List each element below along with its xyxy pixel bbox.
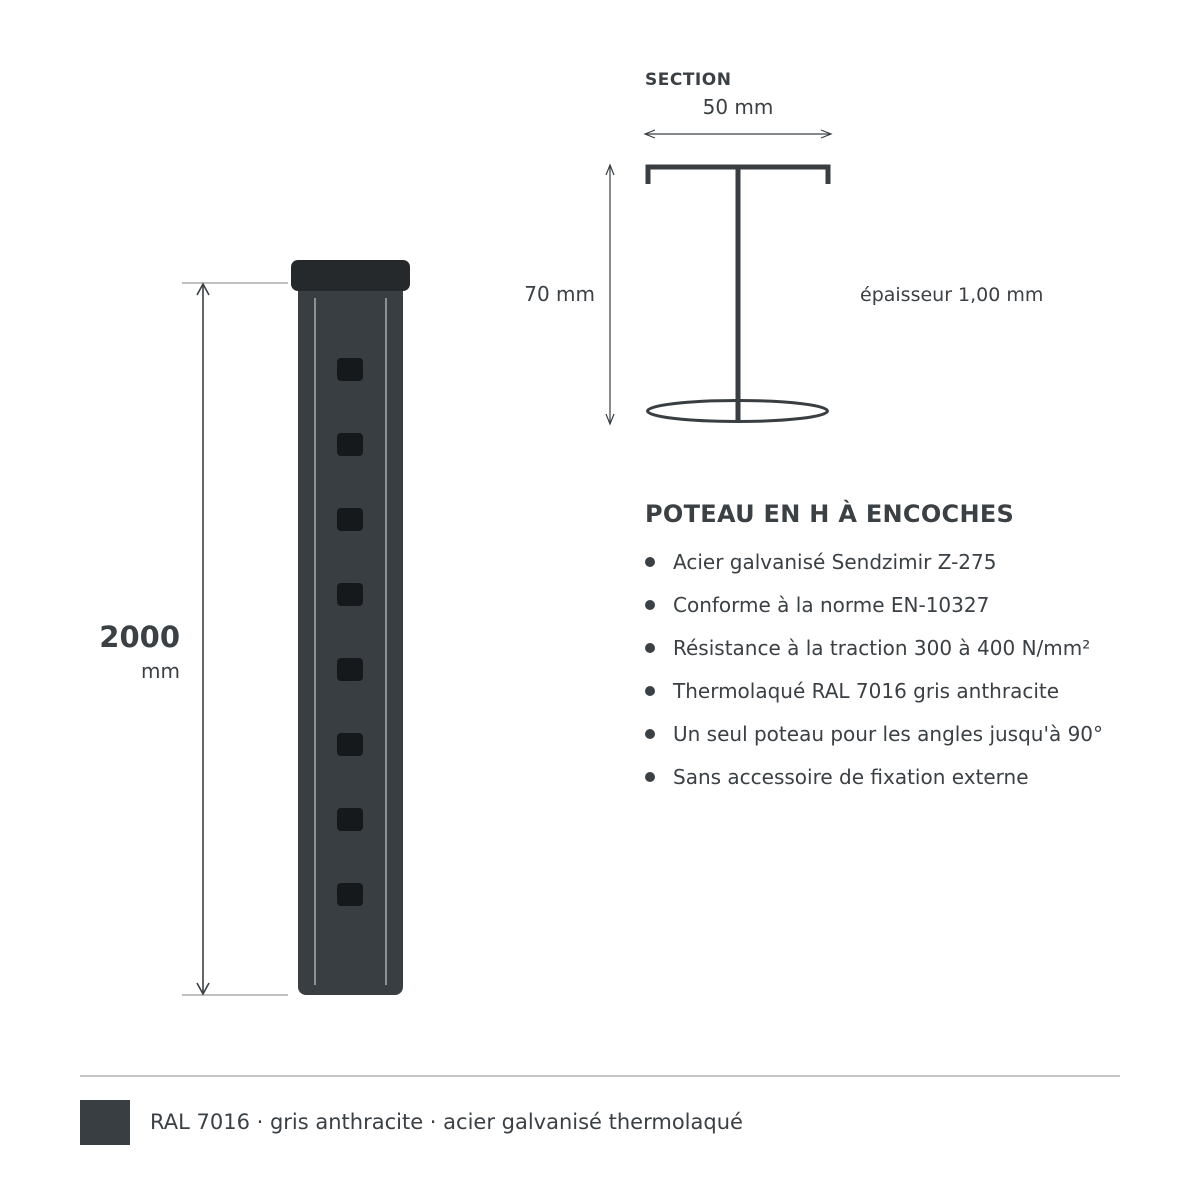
section-height-label: 70 mm: [524, 282, 595, 306]
section-width-label: 50 mm: [702, 95, 774, 119]
color-swatch: [80, 1100, 130, 1145]
h-profile-section: [648, 167, 829, 422]
feature-text: Sans accessoire de fixation externe: [673, 765, 1029, 789]
post-notch: [337, 883, 363, 906]
features-list: [645, 550, 1185, 808]
section-width-dimension-arrow: [645, 130, 831, 138]
feature-text: Thermolaqué RAL 7016 gris anthracite: [673, 679, 1060, 703]
features-title: POTEAU EN H À ENCOCHES: [645, 500, 1015, 528]
feature-text: Résistance à la traction 300 à 400 N/mm²: [673, 636, 1091, 660]
feature-item: [645, 679, 1185, 722]
post-notch: [337, 358, 363, 381]
section-title: SECTION: [645, 70, 732, 90]
post-notch: [337, 658, 363, 681]
features-panel: [645, 500, 1185, 808]
post-notch: [337, 583, 363, 606]
feature-item: [645, 636, 1185, 679]
bullet-icon: [645, 686, 655, 696]
feature-text: Conforme à la norme EN-10327: [673, 593, 990, 617]
section-height-dimension-arrow: [606, 165, 614, 424]
post-notch: [337, 808, 363, 831]
feature-item: [645, 550, 1185, 593]
post-notch: [337, 508, 363, 531]
bullet-icon: [645, 643, 655, 653]
post-notch: [337, 733, 363, 756]
post-height-value: 2000: [99, 620, 180, 654]
post-height-unit: mm: [141, 659, 180, 683]
feature-item: [645, 593, 1185, 636]
bullet-icon: [645, 729, 655, 739]
bullet-icon: [645, 557, 655, 567]
feature-item: [645, 765, 1185, 808]
section-drawing: [524, 70, 1043, 424]
post-notch: [337, 433, 363, 456]
feature-text: Un seul poteau pour les angles jusqu'à 90°: [673, 722, 1104, 746]
feature-item: [645, 722, 1185, 765]
bullet-icon: [645, 600, 655, 610]
post-height-dimension-arrow: [197, 284, 209, 994]
post-cap: [291, 260, 410, 291]
h-post: [291, 260, 410, 995]
feature-text: Acier galvanisé Sendzimir Z-275: [673, 550, 997, 574]
bullet-icon: [645, 772, 655, 782]
footer-caption: RAL 7016 · gris anthracite · acier galvanisé thermolaqué: [150, 1110, 743, 1134]
section-thickness-label: épaisseur 1,00 mm: [860, 284, 1044, 306]
footer-divider: [80, 1075, 1120, 1077]
